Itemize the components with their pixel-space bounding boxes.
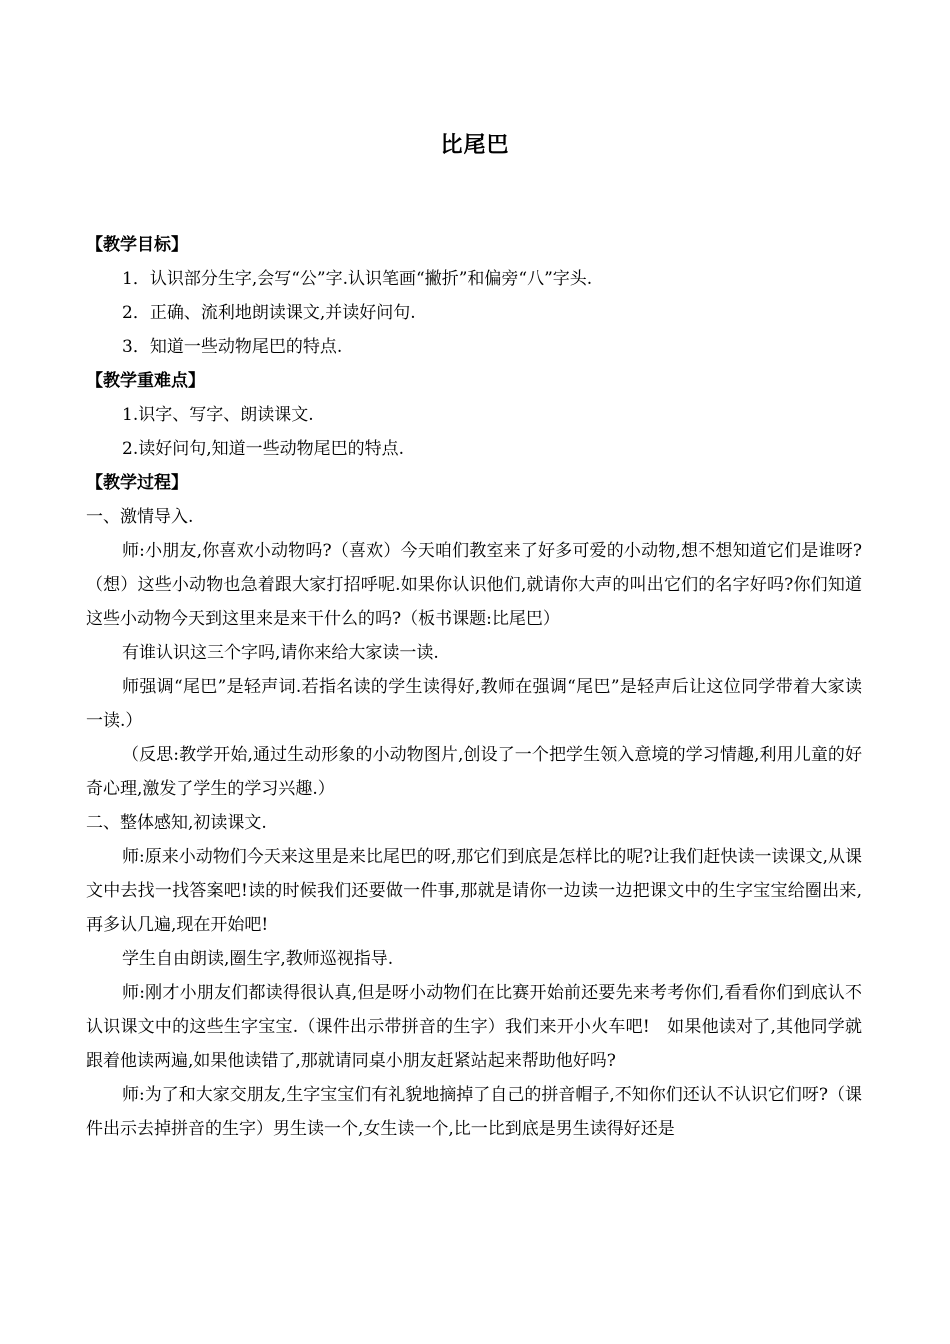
process-paragraph: 师:为了和大家交朋友,生字宝宝们有礼貌地摘掉了自己的拼音帽子,不知你们还认不认识它们呀?（课件出示去掉拼音的生字）男生读一个,女生读一个,比一比到底是男生读得好还是 xyxy=(86,1085,862,1139)
key-point-item: 2.读好问句,知道一些动物尾巴的特点. xyxy=(122,439,405,459)
key-point-item: 1.识字、写字、朗读课文. xyxy=(122,405,314,425)
goal-item: 1．认识部分生字,会写“公”字.认识笔画“撇折”和偏旁“八”字头. xyxy=(122,269,593,289)
process-paragraph: 学生自由朗读,圈生字,教师巡视指导. xyxy=(122,949,394,969)
section-heading-key-points: 【教学重难点】 xyxy=(86,371,205,391)
document-title: 比尾巴 xyxy=(440,133,510,158)
process-paragraph: 师:原来小动物们今天来这里是来比尾巴的呀,那它们到底是怎样比的呢?让我们赶快读一读课文,从课文中去找一找答案吧!读的时候我们还要做一件事,那就是请你一边读一边把课文中的生字宝宝给圈出来,再多认几遍,现在开始吧! xyxy=(86,847,862,935)
goal-item: 3．知道一些动物尾巴的特点. xyxy=(122,337,343,357)
reflection-paragraph: （反思:教学开始,通过生动形象的小动物图片,创设了一个把学生领入意境的学习情趣,利用儿童的好奇心理,激发了学生的学习兴趣.） xyxy=(86,745,862,799)
process-paragraph: 有谁认识这三个字吗,请你来给大家读一读. xyxy=(122,643,439,663)
section-heading-process: 【教学过程】 xyxy=(86,473,188,493)
section-heading-goals: 【教学目标】 xyxy=(86,235,188,255)
process-step-heading: 一、激情导入. xyxy=(86,507,194,527)
process-paragraph: 师强调“尾巴”是轻声词.若指名读的学生读得好,教师在强调“尾巴”是轻声后让这位同学带着大家读一读.） xyxy=(86,677,862,731)
goal-item: 2．正确、流利地朗读课文,并读好问句. xyxy=(122,303,416,323)
document-body xyxy=(86,228,862,1146)
process-paragraph: 师:刚才小朋友们都读得很认真,但是呀小动物们在比赛开始前还要先来考考你们,看看你们到底认不认识课文中的这些生字宝宝.（课件出示带拼音的生字）我们来开小火车吧! 如果他读对了,其他同学就跟着他读两遍,如果他读错了,那就请同桌小朋友赶紧站起来帮助他好吗? xyxy=(86,983,862,1071)
process-step-heading: 二、整体感知,初读课文. xyxy=(86,813,267,833)
process-paragraph: 师:小朋友,你喜欢小动物吗?（喜欢）今天咱们教室来了好多可爱的小动物,想不想知道它们是谁呀?（想）这些小动物也急着跟大家打招呼呢.如果你认识他们,就请你大声的叫出它们的名字好吗?你们知道这些小动物今天到这里来是来干什么的吗?（板书课题:比尾巴） xyxy=(86,541,862,629)
